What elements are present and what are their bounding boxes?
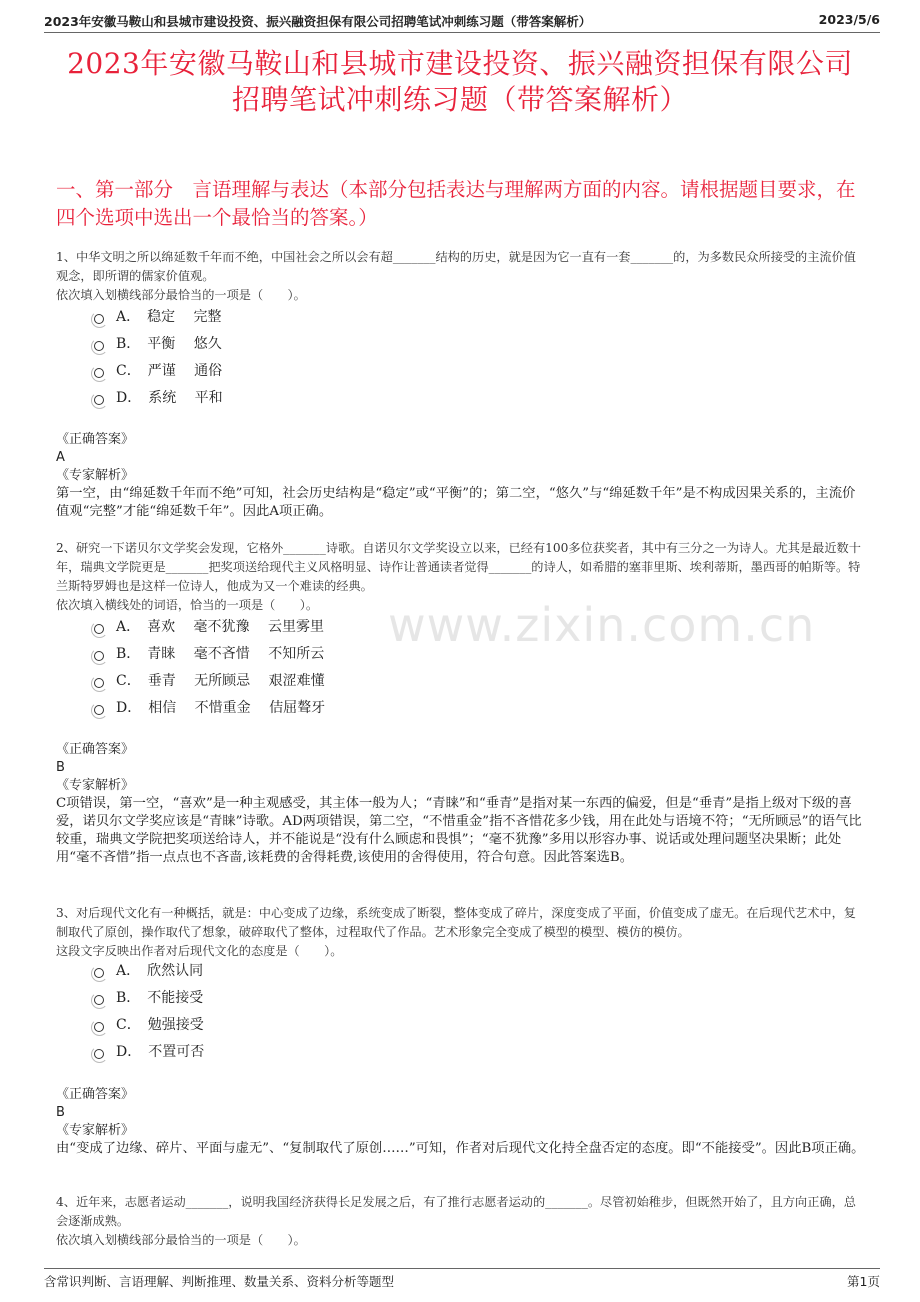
option-a[interactable] <box>94 958 594 985</box>
page-number: 第1页 <box>847 1274 880 1289</box>
question-3 <box>56 904 866 961</box>
question-prompt: 这段文字反映出作者对后现代文化的态度是（ ）。 <box>56 944 343 958</box>
option-label: D． 系统 平和 <box>116 390 223 406</box>
analysis-label: 《专家解析》 <box>56 468 135 483</box>
option-b[interactable] <box>94 641 594 668</box>
question-2-options <box>94 614 594 722</box>
document-title-line-1: 2023年安徽马鞍山和县城市建设投资、振兴融资担保有限公司 <box>67 47 853 80</box>
question-2-answer-block <box>56 741 866 867</box>
option-a[interactable] <box>94 304 594 331</box>
question-1-options <box>94 304 594 412</box>
answer-label: 《正确答案》 <box>56 432 135 447</box>
header-title: 2023年安徽马鞍山和县城市建设投资、振兴融资担保有限公司招聘笔试冲刺练习题（带答案解析） <box>44 14 592 29</box>
correct-answer: B <box>56 760 65 775</box>
question-4 <box>56 1193 866 1250</box>
option-label: A． 欣然认同 <box>116 963 204 979</box>
question-stem: 4、近年来，志愿者运动_______，说明我国经济获得长足发展之后，有了推行志愿者运动的_______。尽管初始稚步，但既然开始了，且方向正确，总会逐渐成熟。 <box>56 1195 856 1228</box>
option-c[interactable] <box>94 358 594 385</box>
option-label: A． 喜欢 毫不犹豫 云里雾里 <box>116 619 325 635</box>
analysis-label: 《专家解析》 <box>56 1123 135 1138</box>
expert-analysis: 第一空，由“绵延数千年而不绝”可知，社会历史结构是“稳定”或“平衡”的；第二空，“悠久”与“绵延数千年”是不构成因果关系的，主流价值观“完整”才能“绵延数千年”。因此A项正确。 <box>56 486 856 519</box>
radio-icon[interactable] <box>94 341 104 351</box>
radio-icon[interactable] <box>94 995 104 1005</box>
option-label: B． 不能接受 <box>116 990 204 1006</box>
radio-icon[interactable] <box>94 968 104 978</box>
radio-icon[interactable] <box>94 395 104 405</box>
page-header <box>44 10 880 33</box>
expert-analysis: 由“变成了边缘、碎片、平面与虚无”、“复制取代了原创……”可知，作者对后现代文化持全盘否定的态度。即“不能接受”。因此B项正确。 <box>56 1141 865 1156</box>
answer-label: 《正确答案》 <box>56 1087 135 1102</box>
radio-icon[interactable] <box>94 368 104 378</box>
correct-answer: A <box>56 450 65 465</box>
radio-icon[interactable] <box>94 1022 104 1032</box>
option-c[interactable] <box>94 1012 594 1039</box>
radio-icon[interactable] <box>94 1049 104 1059</box>
option-a[interactable] <box>94 614 594 641</box>
option-label: C． 勉强接受 <box>116 1017 204 1033</box>
document-title-line-2: 招聘笔试冲刺练习题（带答案解析） <box>231 83 688 116</box>
radio-icon[interactable] <box>94 314 104 324</box>
radio-icon[interactable] <box>94 705 104 715</box>
footer-note: 含常识判断、言语理解、判断推理、数量关系、资料分析等题型 <box>44 1274 395 1289</box>
radio-icon[interactable] <box>94 651 104 661</box>
option-label: D． 不置可否 <box>116 1044 205 1060</box>
question-3-options <box>94 958 594 1066</box>
question-stem: 1、中华文明之所以绵延数千年而不绝，中国社会之所以会有超_______结构的历史，就是因为它一直有一套_______的，为多数民众所接受的主流价值观念，即所谓的儒家价值观。 <box>56 250 856 283</box>
radio-icon[interactable] <box>94 624 104 634</box>
page-footer <box>44 1268 880 1293</box>
analysis-label: 《专家解析》 <box>56 778 135 793</box>
question-prompt: 依次填入横线处的词语，恰当的一项是（ ）。 <box>56 598 319 612</box>
header-date: 2023/5/6 <box>818 12 880 27</box>
correct-answer: B <box>56 1105 65 1120</box>
option-c[interactable] <box>94 668 594 695</box>
option-label: A． 稳定 完整 <box>116 309 222 325</box>
watermark: www.zixin.com.cn <box>388 598 816 652</box>
question-stem: 2、研究一下诺贝尔文学奖会发现，它格外_______诗歌。自诺贝尔文学奖设立以来，已经有100多位获奖者，其中有三分之一为诗人。尤其是最近数十年，瑞典文学院更是_______把奖项送给现代主义风格明显、诗作让普通读者觉得_______的诗人，如希腊的塞菲里斯、埃利蒂斯，墨西哥的帕斯等。特兰斯特罗姆也是这样一位诗人，他成为又一个难读的经典。 <box>56 541 861 593</box>
option-label: B． 青睐 毫不吝惜 不知所云 <box>116 646 325 662</box>
option-label: D． 相信 不惜重金 佶屈聱牙 <box>116 700 326 716</box>
question-1-answer-block <box>56 431 866 521</box>
option-label: B． 平衡 悠久 <box>116 336 222 352</box>
question-1 <box>56 248 866 305</box>
expert-analysis: C项错误，第一空，“喜欢”是一种主观感受，其主体一般为人；“青睐”和“垂青”是指对某一东西的偏爱，但是“垂青”是指上级对下级的喜爱，诺贝尔文学奖应该是“青睐”诗歌。AD两项错误，第二空，“不惜重金”指不吝惜花多少钱，用在此处与语境不符；“无所顾忌”的语气比较重，瑞典文学院把奖项送给诗人，并不能说是“没有什么顾虑和畏惧”；“毫不犹豫”多用以形容办事、说话或处理问题坚决果断；此处用“毫不吝惜”指一点点也不吝啬,该耗费的舍得耗费,该使用的舍得使用，符合句意。因此答案选B。 <box>56 796 862 865</box>
option-b[interactable] <box>94 331 594 358</box>
question-prompt: 依次填入划横线部分最恰当的一项是（ ）。 <box>56 288 306 302</box>
document-title <box>0 46 920 118</box>
question-prompt: 依次填入划横线部分最恰当的一项是（ ）。 <box>56 1233 306 1247</box>
option-b[interactable] <box>94 985 594 1012</box>
question-2 <box>56 539 866 615</box>
question-3-answer-block <box>56 1086 866 1158</box>
answer-label: 《正确答案》 <box>56 742 135 757</box>
question-stem: 3、对后现代文化有一种概括，就是：中心变成了边缘，系统变成了断裂，整体变成了碎片，深度变成了平面，价值变成了虚无。在后现代艺术中，复制取代了原创，操作取代了想象，破碎取代了整体，过程取代了作品。艺术形象完全变成了模型的模型、模仿的模仿。 <box>56 906 856 939</box>
option-d[interactable] <box>94 385 594 412</box>
option-label: C． 严谨 通俗 <box>116 363 223 379</box>
option-label: C． 垂青 无所顾忌 艰涩难懂 <box>116 673 325 689</box>
option-d[interactable] <box>94 1039 594 1066</box>
option-d[interactable] <box>94 695 594 722</box>
section-heading: 一、第一部分 言语理解与表达（本部分包括表达与理解两方面的内容。请根据题目要求，在四个选项中选出一个最恰当的答案。） <box>56 178 856 229</box>
radio-icon[interactable] <box>94 678 104 688</box>
